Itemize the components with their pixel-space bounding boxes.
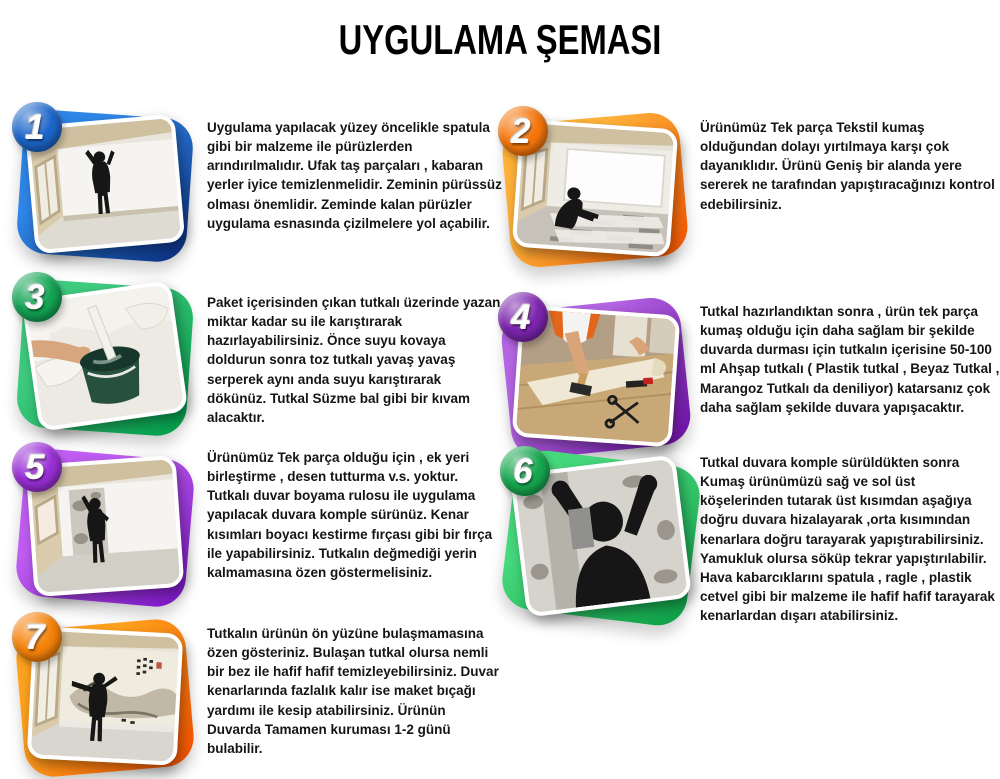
step-2-number-badge (498, 106, 548, 156)
step-1-figure (12, 98, 192, 262)
step-4-text: Tutkal hazırlandıktan sonra , ürün tek parça kumaş olduğu için daha sağlam bir şekilde duvarda durması için tutkalın içerisine 50-100 ml Ahşap tutkalı ( Plastik tutkal , Beyaz Tutkal , Marangoz Tutkalı da deniliyor) katarsanız çok daha sağlam şekilde duvara yapışacaktır. (700, 304, 1000, 415)
step-7-figure (12, 608, 192, 776)
step-6-text: Tutkal duvara komple sürüldükten sonra Kumaş ürünümüzü sağ ve sol üst köşelerinden tutarak üst kısımdan aşağıya doğru duvara hizalayarak ,orta kısımından kenarlara doğru tarayarak yapıştırabilirsiniz. Yamukluk olursa söküp tekrar yapıştırılabilir. Hava kabarcıklarını spatula , ragle , plastik cetvel gibi bir malzeme ile hafif hafif tarayarak kenarlardan dışarı atabilirsiniz. (700, 455, 995, 624)
step-1-text: Uygulama yapılacak yüzey öncelikle spatula gibi bir malzeme ile pürüzlerden arındırılmalıdır. Ufak taş parçaları , kabaran yerler iyice temizlenmelidir. Zeminin pürüssüz olması önemlidir. Zeminde kalan pürüzler uygulama esnasında çizilmelere yol açabilir. (207, 120, 502, 231)
step-2-text: Ürünümüz Tek parça Tekstil kumaş olduğundan dolayı yırtılmaya karşı çok dayanıklıdır. Ürünü Geniş bir alanda yere sererek ne tarafından yapıştıracağınızı kontrol edebilirsiniz. (700, 120, 995, 212)
step-5-number: 5 (25, 447, 45, 487)
step-1-number: 1 (25, 107, 45, 147)
step-5-number-badge (12, 442, 62, 492)
page-title: UYGULAMA ŞEMASI (338, 16, 662, 63)
step-3-number: 3 (25, 277, 45, 317)
step-7-number-badge (12, 612, 62, 662)
step-4-number-badge (498, 292, 548, 342)
step-1-number-badge (12, 102, 62, 152)
step-2-figure (498, 102, 686, 266)
step-5-text: Ürünümüz Tek parça olduğu için , ek yeri birleştirme , desen tutturma v.s. yoktur. Tutkalı duvar boyama rulosu ile uygulama yapılacak duvara komple sürünüz. Kenar kısımları boyacı kestirme fırçası gibi bir fırça ile yapabilirsiniz. Tutkalın değmediği yerin kalmamasına özen göstermelisiniz. (207, 450, 493, 580)
step-4-figure (498, 288, 688, 456)
step-7-number: 7 (25, 617, 45, 657)
step-5-figure (12, 438, 192, 606)
step-2-number: 2 (511, 111, 531, 151)
step-7-text: Tutkalın ürünün ön yüzüne bulaşmamasına özen gösteriniz. Bulaşan tutkal olursa nemli bir bez ile hafif hafif temizleyebilirsiniz. Duvar kenarlarında fazlalık kalır ise maket bıçağı yardımı ile kesip atabilirsiniz. Ürünün Duvarda Tamamen kuruması 1-2 günü bulabilir. (207, 626, 499, 756)
step-6-number: 6 (513, 451, 533, 491)
step-3-figure (12, 268, 192, 436)
step-6-number-badge (500, 446, 550, 496)
step-4-number: 4 (511, 297, 531, 337)
step-6-figure (500, 442, 696, 622)
step-3-text: Paket içerisinden çıkan tutkalı üzerinde yazan miktar kadar su ile karıştırarak hazırlayabilirsiniz. Önce suyu kovaya doldurun sonra toz tutkalı yavaş yavaş serperek aynı anda suyu karıştırarak dökünüz. Tutkal Süzme bal gibi bir kıvam alacaktır. (207, 295, 501, 425)
step-3-number-badge (12, 272, 62, 322)
